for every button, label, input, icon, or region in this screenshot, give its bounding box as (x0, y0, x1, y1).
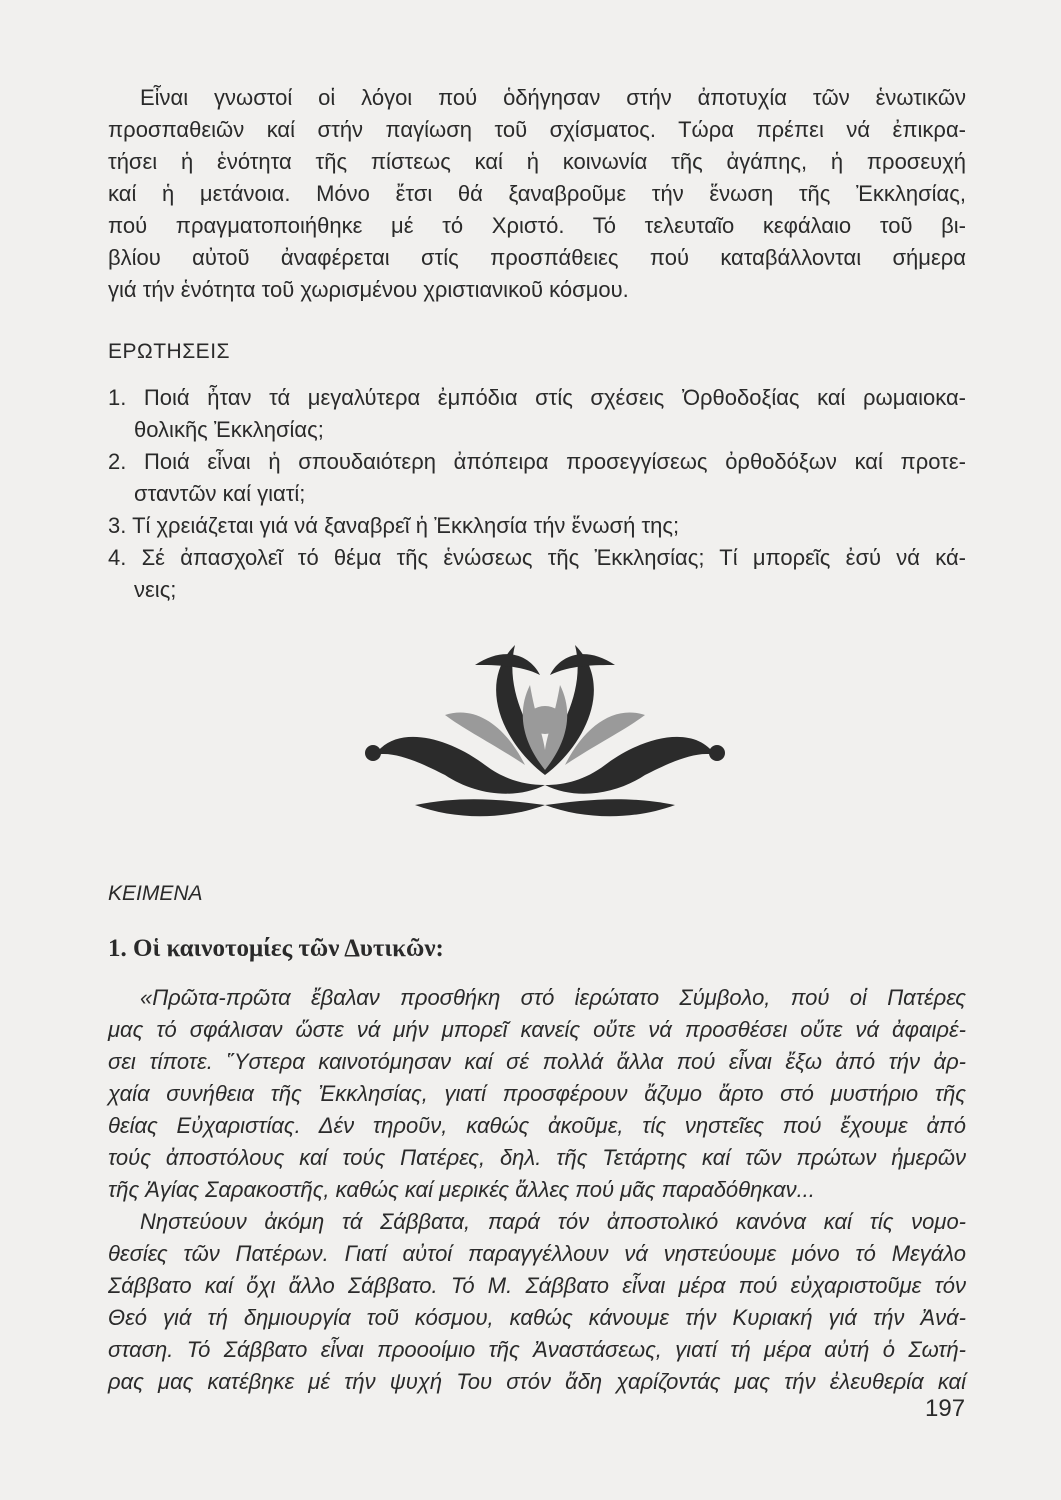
question-item-continuation: σταντῶν καί γιατί; (134, 481, 306, 506)
text-line: τῆς Ἁγίας Σαρακοστῆς, καθώς καί μερικές ἄλλες πού μᾶς παραδόθηκαν... (108, 1177, 815, 1202)
text-line: σταση. Τό Σάββατο εἶναι προοοίμιο τῆς Ἀναστάσεως, γιατί τή μέρα αὐτή ὁ Σωτή- (108, 1337, 966, 1362)
section-heading: 1. Οἱ καινοτομίες τῶν Δυτικῶν: (108, 935, 444, 962)
page-number: 197 (925, 1395, 966, 1422)
question-item: 2. Ποιά εἶναι ἡ σπουδαιότερη ἀπόπειρα προσεγγίσεως ὀρθοδόξων καί προτε- (108, 449, 966, 474)
text-line: ρας μας κατέβηκε μέ τήν ψυχή Του στόν ἄδη χαρίζοντάς μας τήν ἐλευθερία καί (108, 1369, 966, 1394)
questions-list (108, 382, 966, 606)
text-line: σει τίποτε. Ὕστερα καινοτόμησαν καί σέ πολλά ἄλλα πού εἶναι ἔξω ἀπό τήν ἀρ- (108, 1049, 966, 1074)
text-line: θείας Εὐχαριστίας. Δέν τηροῦν, καθώς ἀκοῦμε, τίς νηστεῖες πού ἔχουμε ἀπό (108, 1113, 966, 1138)
quote-text (108, 982, 966, 1398)
text-line: βλίου αὐτοῦ ἀναφέρεται στίς προσπάθειες πού καταβάλλονται σήμερα (108, 245, 966, 270)
text-line: μας τό σφάλισαν ὥστε νά μήν μπορεῖ κανείς οὔτε νά προσθέσει οὔτε νά ἀφαιρέ- (108, 1017, 966, 1042)
intro-paragraph (108, 82, 966, 306)
text-line: «Πρῶτα-πρῶτα ἔβαλαν προσθήκη στό ἱερώτατο Σύμβολο, πού οἱ Πατέρες (140, 985, 966, 1010)
text-line: τήσει ἡ ἑνότητα τῆς πίστεως καί ἡ κοινωνία τῆς ἀγάπης, ἡ προσευχή (108, 149, 966, 174)
text-line: τούς ἀποστόλους καί τούς Πατέρες, δηλ. τῆς Τετάρτης καί τῶν πρώτων ἡμερῶν (108, 1145, 966, 1170)
text-line: Σάββατο καί ὄχι ἄλλο Σάββατο. Τό Μ. Σάββατο εἶναι μέρα πού εὐχαριστοῦμε τόν (108, 1273, 966, 1298)
lotus-ornament-icon (355, 625, 735, 825)
text-line: πού πραγματοποιήθηκε μέ τό Χριστό. Τό τελευταῖο κεφάλαιο τοῦ βι- (108, 213, 966, 238)
questions-title: ΕΡΩΤΗΣΕΙΣ (108, 340, 231, 363)
question-item: 3. Τί χρειάζεται γιά νά ξαναβρεῖ ἡ Ἐκκλησία τήν ἕνωσή της; (108, 513, 680, 538)
question-item: 1. Ποιά ἦταν τά μεγαλύτερα ἐμπόδια στίς σχέσεις Ὀρθοδοξίας καί ρωμαιοκα- (108, 385, 966, 410)
question-item: 4. Σέ ἀπασχολεῖ τό θέμα τῆς ἑνώσεως τῆς Ἐκκλησίας; Τί μπορεῖς ἐσύ νά κά- (108, 545, 966, 570)
text-line: προσπαθειῶν καί στήν παγίωση τοῦ σχίσματος. Τώρα πρέπει νά ἐπικρα- (108, 117, 966, 142)
text-line: Θεό γιά τή δημιουργία τοῦ κόσμου, καθώς κάνουμε τήν Κυριακή γιά τήν Ἀνά- (108, 1305, 966, 1330)
text-line: Εἶναι γνωστοί οἱ λόγοι πού ὁδήγησαν στήν ἀποτυχία τῶν ἑνωτικῶν (140, 85, 966, 110)
text-line: Νηστεύουν ἀκόμη τά Σάββατα, παρά τόν ἀποστολικό κανόνα καί τίς νομο- (140, 1209, 966, 1234)
question-item-continuation: θολικῆς Ἐκκλησίας; (134, 417, 324, 442)
question-item-continuation: νεις; (134, 577, 177, 602)
text-line: χαία συνήθεια τῆς Ἐκκλησίας, γιατί προσφέρουν ἄζυμο ἄρτο στό μυστήριο τῆς (108, 1081, 966, 1106)
text-line: θεσίες τῶν Πατέρων. Γιατί αὐτοί παραγγέλλουν νά νηστεύουμε μόνο τό Μεγάλο (108, 1241, 966, 1266)
text-line: καί ἡ μετάνοια. Μόνο ἔτσι θά ξαναβροῦμε τήν ἕνωση τῆς Ἐκκλησίας, (108, 181, 966, 206)
text-line: γιά τήν ἑνότητα τοῦ χωρισμένου χριστιανικοῦ κόσμου. (108, 277, 629, 302)
texts-title: ΚΕΙΜΕΝΑ (108, 882, 203, 905)
